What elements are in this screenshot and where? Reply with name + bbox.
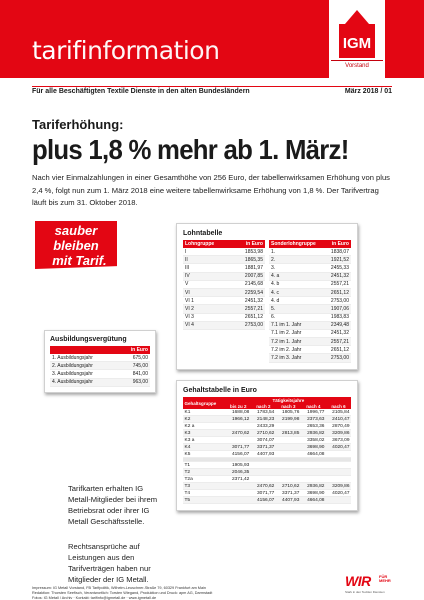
- table-cell: VI: [183, 288, 232, 296]
- table-cell: 2.: [269, 256, 325, 264]
- table-row: [50, 378, 150, 386]
- table-cell: 2651,12: [232, 313, 265, 321]
- wir-logo-big: WIR: [345, 573, 371, 589]
- table-cell: 6.: [269, 313, 325, 321]
- table-cell: 4. Ausbildungsjahr: [50, 378, 118, 386]
- ausbildung-header: in Euro: [118, 346, 150, 354]
- table-cell: II: [183, 256, 232, 264]
- table-cell: 2653,36: [301, 423, 326, 430]
- table-cell: 2145,68: [232, 280, 265, 288]
- table-cell: 2451,32: [325, 329, 351, 337]
- legal-note: Rechtsansprüche auf Leistungen aus den Tarifverträgen haben nur Mitglieder der IG Metall.: [68, 542, 151, 584]
- table-cell: 1983,83: [325, 313, 351, 321]
- wir-logo-tagline: Stark in den Textilen Diensten: [345, 590, 385, 594]
- table-cell: 1. Ausbildungsjahr: [50, 354, 118, 362]
- table-cell: 1865,35: [232, 256, 265, 264]
- table-cell: 1881,97: [232, 264, 265, 272]
- svg-text:Tarif.: Tarif.: [75, 253, 107, 268]
- table-cell: IV: [183, 272, 232, 280]
- table-cell: [326, 462, 351, 469]
- table-row: [183, 430, 351, 437]
- table-row: [183, 423, 351, 430]
- table-cell: 1783,54: [251, 409, 276, 416]
- table-cell: 2455,33: [325, 264, 351, 272]
- table-row: [183, 469, 351, 476]
- article-headline: plus 1,8 % mehr ab 1. März!: [32, 134, 349, 165]
- gehalt-year-header: bis zu 2: [226, 403, 251, 409]
- table-cell: 4. d: [269, 297, 325, 305]
- table-cell: 2557,21: [325, 280, 351, 288]
- table-cell: 1966,12: [226, 416, 251, 423]
- brand-title: [32, 36, 219, 65]
- gehalt-group-header: Gehaltsgruppe: [183, 397, 226, 409]
- table-cell: 4020,47: [326, 490, 351, 497]
- gehalt-table: [183, 397, 351, 504]
- table-row: [269, 264, 351, 272]
- table-cell: 5.: [269, 305, 325, 313]
- table-cell: [276, 451, 301, 458]
- table-cell: 3698,90: [301, 490, 326, 497]
- table-cell: 745,00: [118, 362, 150, 370]
- logo-subtitle: Vorstand: [331, 60, 383, 69]
- table-cell: [251, 462, 276, 469]
- table-cell: 963,00: [118, 378, 150, 386]
- table-cell: [326, 476, 351, 483]
- table-row: [269, 280, 351, 288]
- lohn-table-left: [183, 240, 265, 330]
- table-cell: VI 1: [183, 297, 232, 305]
- table-row: [183, 297, 265, 305]
- ausbildung-table-title: Ausbildungsvergütung: [50, 336, 127, 343]
- table-row: [269, 354, 351, 362]
- table-row: [269, 329, 351, 337]
- table-cell: 2451,32: [325, 272, 351, 280]
- table-cell: T5: [183, 497, 226, 504]
- table-cell: 2470,62: [251, 483, 276, 490]
- table-cell: 675,00: [118, 354, 150, 362]
- table-cell: I: [183, 248, 232, 256]
- table-cell: [226, 490, 251, 497]
- table-cell: 7.1 im 2. Jahr: [269, 329, 325, 337]
- imprint: [32, 586, 338, 600]
- table-cell: [251, 476, 276, 483]
- table-cell: [326, 451, 351, 458]
- table-cell: 7.2 im 3. Jahr: [269, 354, 325, 362]
- table-cell: 4. c: [269, 288, 325, 296]
- table-cell: 7.2 im 1. Jahr: [269, 338, 325, 346]
- table-cell: VI 2: [183, 305, 232, 313]
- table-cell: T2a: [183, 476, 226, 483]
- table-row: [183, 272, 265, 280]
- audience-text: Für alle Beschäftigten Textile Dienste in den alten Bundesländern: [32, 88, 250, 95]
- table-cell: K2: [183, 416, 226, 423]
- table-row: [183, 476, 351, 483]
- table-row: [183, 483, 351, 490]
- table-row: [183, 313, 265, 321]
- table-row: [269, 297, 351, 305]
- table-cell: [251, 469, 276, 476]
- table-cell: 2410,47: [326, 416, 351, 423]
- svg-text:bleiben: bleiben: [53, 238, 99, 253]
- table-cell: 2371,42: [226, 476, 251, 483]
- svg-text:sauber: sauber: [54, 223, 98, 238]
- table-cell: K4: [183, 444, 226, 451]
- lohn-right-header: Sonderlohngruppe: [269, 240, 325, 248]
- table-cell: 2199,98: [276, 416, 301, 423]
- table-cell: 4407,93: [251, 451, 276, 458]
- table-cell: 3074,07: [251, 437, 276, 444]
- table-row: [269, 248, 351, 256]
- table-cell: [326, 497, 351, 504]
- table-cell: K5: [183, 451, 226, 458]
- table-cell: 2105,84: [326, 409, 351, 416]
- table-cell: 2753,00: [325, 297, 351, 305]
- table-cell: 2651,12: [325, 346, 351, 354]
- wir-fuer-mehr-logo: [345, 573, 397, 595]
- table-cell: [276, 469, 301, 476]
- igmetall-logo-icon: [335, 8, 379, 58]
- header-divider: [32, 86, 392, 87]
- table-cell: 2259,54: [232, 288, 265, 296]
- table-cell: 2148,23: [251, 416, 276, 423]
- table-cell: 2813,85: [276, 430, 301, 437]
- table-cell: [301, 462, 326, 469]
- wir-logo-small: FÜR MEHR: [379, 574, 391, 583]
- imprint-line: Redaktion: Thorsten Seefisch, Verantwortlich: Torsten Wiegand, Produktion und Druck: apm AG, Darmstadt: [32, 591, 213, 595]
- table-cell: V: [183, 280, 232, 288]
- table-cell: 3371,37: [251, 444, 276, 451]
- table-row: [269, 288, 351, 296]
- table-cell: [301, 476, 326, 483]
- table-cell: 1907,06: [325, 305, 351, 313]
- table-row: [183, 462, 351, 469]
- table-cell: 2870,49: [326, 423, 351, 430]
- table-cell: K3: [183, 430, 226, 437]
- ausbildung-table: [50, 346, 150, 387]
- table-cell: 2710,62: [251, 430, 276, 437]
- table-cell: 3071,77: [251, 490, 276, 497]
- ausbildung-table-card: [44, 330, 156, 393]
- brand-title-bold: tarif: [32, 36, 81, 65]
- table-cell: 1905,93: [226, 462, 251, 469]
- table-cell: 4020,47: [326, 444, 351, 451]
- table-row: [183, 256, 265, 264]
- gehalt-table-title: Gehaltstabelle in Euro: [183, 387, 257, 394]
- table-cell: 2651,12: [325, 288, 351, 296]
- table-row: [183, 444, 351, 451]
- table-cell: 1.: [269, 248, 325, 256]
- svg-text:IGM: IGM: [342, 35, 372, 52]
- table-cell: 2470,62: [226, 430, 251, 437]
- table-cell: 2936,82: [301, 430, 326, 437]
- table-row: [183, 280, 265, 288]
- table-cell: [276, 444, 301, 451]
- table-cell: 7.1 im 1. Jahr: [269, 321, 325, 329]
- article-lede: Nach vier Einmalzahlungen in einer Gesamthöhe von 256 Euro, der tabellenwirksamen Erhöhung von plus 2,4 %, folgt nun zum 1. März 2018 eine weitere tabellenwirksame Erhöhung von 1,8 %. Der Tarifvertrag läuft bis zum 31. Oktober 2018.: [32, 173, 390, 207]
- table-cell: K1: [183, 409, 226, 416]
- table-cell: 4156,07: [226, 451, 251, 458]
- table-cell: 2007,85: [232, 272, 265, 280]
- table-cell: 3071,77: [226, 444, 251, 451]
- table-row: [183, 497, 351, 504]
- table-cell: 2710,62: [276, 483, 301, 490]
- table-cell: 4664,08: [301, 451, 326, 458]
- table-cell: 4407,93: [276, 497, 301, 504]
- header-bar: [0, 0, 424, 78]
- table-cell: 2. Ausbildungsjahr: [50, 362, 118, 370]
- gehalt-table-card: [176, 380, 358, 511]
- table-cell: 2373,63: [301, 416, 326, 423]
- table-cell: 2936,82: [301, 483, 326, 490]
- table-cell: T3: [183, 483, 226, 490]
- table-cell: [226, 483, 251, 490]
- table-cell: 4664,08: [301, 497, 326, 504]
- table-cell: 3. Ausbildungsjahr: [50, 370, 118, 378]
- table-row: [269, 272, 351, 280]
- table-cell: [276, 437, 301, 444]
- table-row: [269, 256, 351, 264]
- lohn-left-header: in Euro: [232, 240, 265, 248]
- table-row: [269, 313, 351, 321]
- table-row: [50, 362, 150, 370]
- table-cell: [276, 462, 301, 469]
- issue-number: März 2018 / 01: [344, 88, 392, 95]
- table-row: [183, 288, 265, 296]
- table-cell: 1853,98: [232, 248, 265, 256]
- imprint-line: Impressum: IG Metall Vorstand, FB Tarifpolitik, Wilhelm-Leuschner-Straße 79, 60329 Frankfurt am Main: [32, 586, 207, 590]
- table-cell: VI 3: [183, 313, 232, 321]
- table-row: [183, 248, 265, 256]
- table-cell: 2557,21: [325, 338, 351, 346]
- lohn-table-card: [176, 223, 358, 370]
- table-cell: [226, 423, 251, 430]
- lohn-right-header: in Euro: [325, 240, 351, 248]
- igmetall-logo: [329, 0, 385, 78]
- gehalt-span-header: Tätigkeitsjahre: [226, 397, 351, 403]
- table-row: [183, 305, 265, 313]
- table-cell: 3209,86: [326, 430, 351, 437]
- table-cell: [226, 437, 251, 444]
- table-cell: 841,00: [118, 370, 150, 378]
- table-cell: 4. b: [269, 280, 325, 288]
- gehalt-year-header: nach 4: [301, 403, 326, 409]
- article-kicker: Tariferhöhung:: [32, 117, 124, 132]
- table-row: [50, 370, 150, 378]
- table-cell: VI 4: [183, 321, 232, 329]
- table-cell: [226, 497, 251, 504]
- table-row: [183, 437, 351, 444]
- table-cell: T2: [183, 469, 226, 476]
- table-cell: T4: [183, 490, 226, 497]
- lohn-left-header: Lohngruppe: [183, 240, 232, 248]
- table-row: [183, 490, 351, 497]
- table-cell: 4156,07: [251, 497, 276, 504]
- table-cell: [276, 423, 301, 430]
- table-cell: 2753,00: [232, 321, 265, 329]
- table-cell: T1: [183, 462, 226, 469]
- gehalt-year-header: nach 6: [326, 403, 351, 409]
- table-cell: 3358,02: [301, 437, 326, 444]
- table-cell: 3371,37: [276, 490, 301, 497]
- brand-title-thin: information: [80, 36, 220, 65]
- table-cell: 1688,08: [226, 409, 251, 416]
- imprint-line: Fotos: IG Metall / Archiv · Kontakt: tarifinfo@igmetall.de · www.igmetall.de: [32, 596, 157, 600]
- table-cell: 2753,00: [325, 354, 351, 362]
- svg-text:mit: mit: [52, 253, 72, 268]
- sauber-bleiben-sticker: [35, 221, 117, 269]
- table-cell: K2 a: [183, 423, 226, 430]
- table-cell: [301, 469, 326, 476]
- audience-line: [32, 88, 392, 95]
- table-cell: [326, 469, 351, 476]
- table-row: [269, 305, 351, 313]
- lohn-table-right: [269, 240, 351, 363]
- table-cell: 2557,21: [232, 305, 265, 313]
- table-cell: 2433,29: [251, 423, 276, 430]
- table-cell: 1996,77: [301, 409, 326, 416]
- table-cell: 1838,07: [325, 248, 351, 256]
- table-cell: 4. a: [269, 272, 325, 280]
- table-row: [183, 264, 265, 272]
- table-cell: 7.2 im 2. Jahr: [269, 346, 325, 354]
- ausbildung-header: [50, 346, 118, 354]
- table-cell: 1921,52: [325, 256, 351, 264]
- table-cell: 3673,09: [326, 437, 351, 444]
- table-cell: 2349,48: [325, 321, 351, 329]
- table-cell: III: [183, 264, 232, 272]
- table-row: [50, 354, 150, 362]
- table-row: [183, 321, 265, 329]
- membership-note: Tarifkarten erhalten IG Metall-Mitglieder bei ihrem Betriebsrat oder ihrer IG Metall Geschäftsstelle.: [68, 484, 158, 526]
- table-cell: 3209,86: [326, 483, 351, 490]
- table-cell: 3.: [269, 264, 325, 272]
- table-row: [183, 416, 351, 423]
- table-cell: 2451,32: [232, 297, 265, 305]
- table-cell: 3698,90: [301, 444, 326, 451]
- table-cell: 2046,35: [226, 469, 251, 476]
- table-row: [269, 346, 351, 354]
- table-cell: [276, 476, 301, 483]
- table-row: [269, 321, 351, 329]
- table-cell: 1805,76: [276, 409, 301, 416]
- table-cell: K3 a: [183, 437, 226, 444]
- table-row: [269, 338, 351, 346]
- gehalt-year-header: nach 2: [251, 403, 276, 409]
- gehalt-year-header: nach 3: [276, 403, 301, 409]
- table-row: [183, 451, 351, 458]
- lohn-table-title: Lohntabelle: [183, 230, 223, 237]
